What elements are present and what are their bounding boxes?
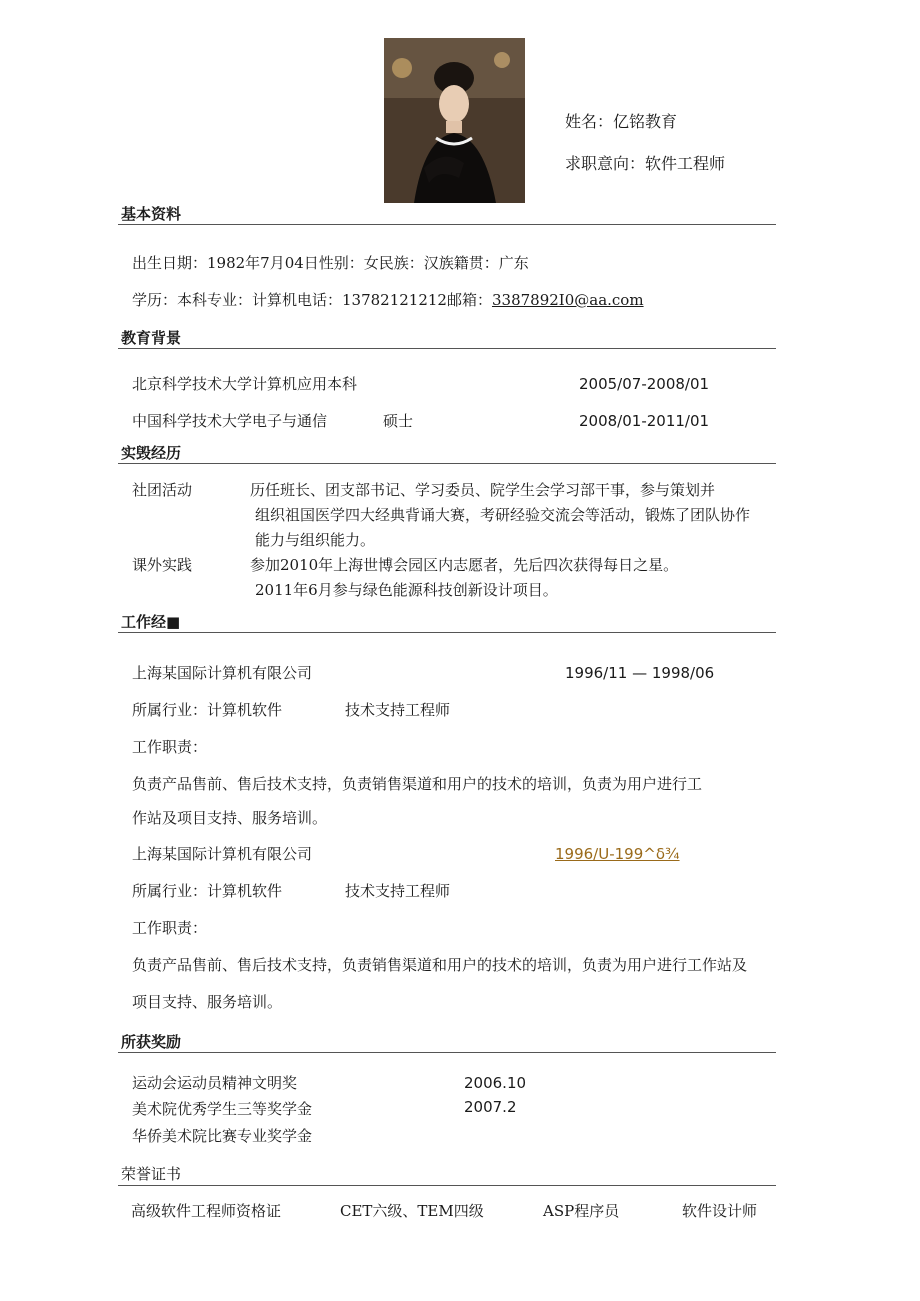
job-1-duty-label: 工作职责： (132, 738, 208, 756)
section-title-work: 工作经■ (121, 613, 181, 631)
job-1-duty-line-2: 作站及项目支持、服务培训。 (132, 809, 328, 827)
practice-1-line-2: 组织祖国医学四大经典背诵大赛，考研经验交流会等活动，锻炼了团队协作 (255, 506, 751, 524)
award-3-name: 华侨美术院比赛专业奖学金 (132, 1127, 313, 1145)
practice-1-line-1: 历任班长、团支部书记、学习委员、院学生会学习部干事，参与策划并 (250, 481, 716, 499)
cert-3: ASP程序员 (543, 1202, 620, 1220)
edu-degree-2: 硕士 (383, 412, 414, 430)
edu-period-1: 2005/07-2008/01 (579, 375, 710, 393)
practice-2-line-1: 参加2010年上海世博会园区内志愿者，先后四次获得每日之星。 (250, 556, 679, 574)
section-title-practice: 实毁经历 (121, 444, 182, 462)
cert-4: 软件设计师 (682, 1202, 758, 1220)
intent-value: 软件工程师 (645, 154, 726, 173)
edu-period-2: 2008/01-2011/01 (579, 412, 710, 430)
job-1-industry: 所属行业：计算机软件 (132, 701, 283, 719)
profile-photo (384, 38, 525, 203)
divider (118, 224, 776, 225)
divider (118, 1185, 776, 1186)
job-2-duty-label: 工作职责： (132, 919, 208, 937)
job-1-period: 1996/11 — 1998/06 (565, 664, 715, 682)
divider (118, 1052, 776, 1053)
job-2-duty-line-1: 负责产品售前、售后技术支持，负责销售渠道和用户的技术的培训，负责为用户进行工作站及 (132, 956, 748, 974)
award-1-date: 2006.10 (464, 1074, 527, 1092)
name-line (565, 114, 677, 130)
basic-line-1: 出生日期：1982年7月04日性别：女民族：汉族籍贯：广东 (132, 254, 529, 272)
practice-2-line-2: 2011年6月参与绿色能源科技创新设计项目。 (255, 581, 558, 599)
job-2-period: 1996∕U-199^δ¾ (555, 845, 680, 863)
job-1-company: 上海某国际计算机有限公司 (132, 664, 313, 682)
section-title-education: 教育背景 (121, 329, 182, 347)
divider (118, 632, 776, 633)
divider (118, 463, 776, 464)
basic-line-2-text: 学历：本科专业：计算机电话：13782121212邮箱： (132, 291, 492, 309)
divider (118, 348, 776, 349)
section-title-certs: 荣誉证书 (121, 1165, 182, 1183)
section-title-awards: 所获奖励 (121, 1033, 182, 1051)
intent-label: 求职意向： (565, 154, 646, 173)
name-label: 姓名： (565, 112, 614, 131)
section-title-basic: 基本资料 (121, 205, 182, 223)
job-1-position: 技术支持工程师 (345, 701, 451, 719)
job-2-company: 上海某国际计算机有限公司 (132, 845, 313, 863)
practice-label-1: 社团活动 (132, 481, 193, 499)
job-2-industry: 所属行业：计算机软件 (132, 882, 283, 900)
edu-school-1: 北京科学技术大学计算机应用本科 (132, 375, 358, 393)
email-link[interactable]: 3387892I0@aa.com (491, 291, 644, 309)
intent-line (565, 156, 725, 172)
job-2-position: 技术支持工程师 (345, 882, 451, 900)
practice-label-2: 课外实践 (132, 556, 193, 574)
job-1-duty-line-1: 负责产品售前、售后技术支持，负责销售渠道和用户的技术的培训，负责为用户进行工 (132, 775, 703, 793)
award-2-date: 2007.2 (464, 1098, 517, 1116)
edu-school-2: 中国科学技术大学电子与通信 (132, 412, 328, 430)
job-2-duty-line-2: 项目支持、服务培训。 (132, 993, 283, 1011)
name-value: 亿铭教育 (613, 112, 678, 131)
portrait-illustration (384, 38, 525, 203)
award-2-name: 美术院优秀学生三等奖学金 (132, 1100, 313, 1118)
basic-line-2 (132, 293, 644, 308)
practice-1-line-3: 能力与组织能力。 (255, 531, 376, 549)
award-1-name: 运动会运动员精神文明奖 (132, 1074, 298, 1092)
cert-2: CET六级、TEM四级 (340, 1202, 484, 1220)
cert-1: 高级软件工程师资格证 (131, 1202, 282, 1220)
